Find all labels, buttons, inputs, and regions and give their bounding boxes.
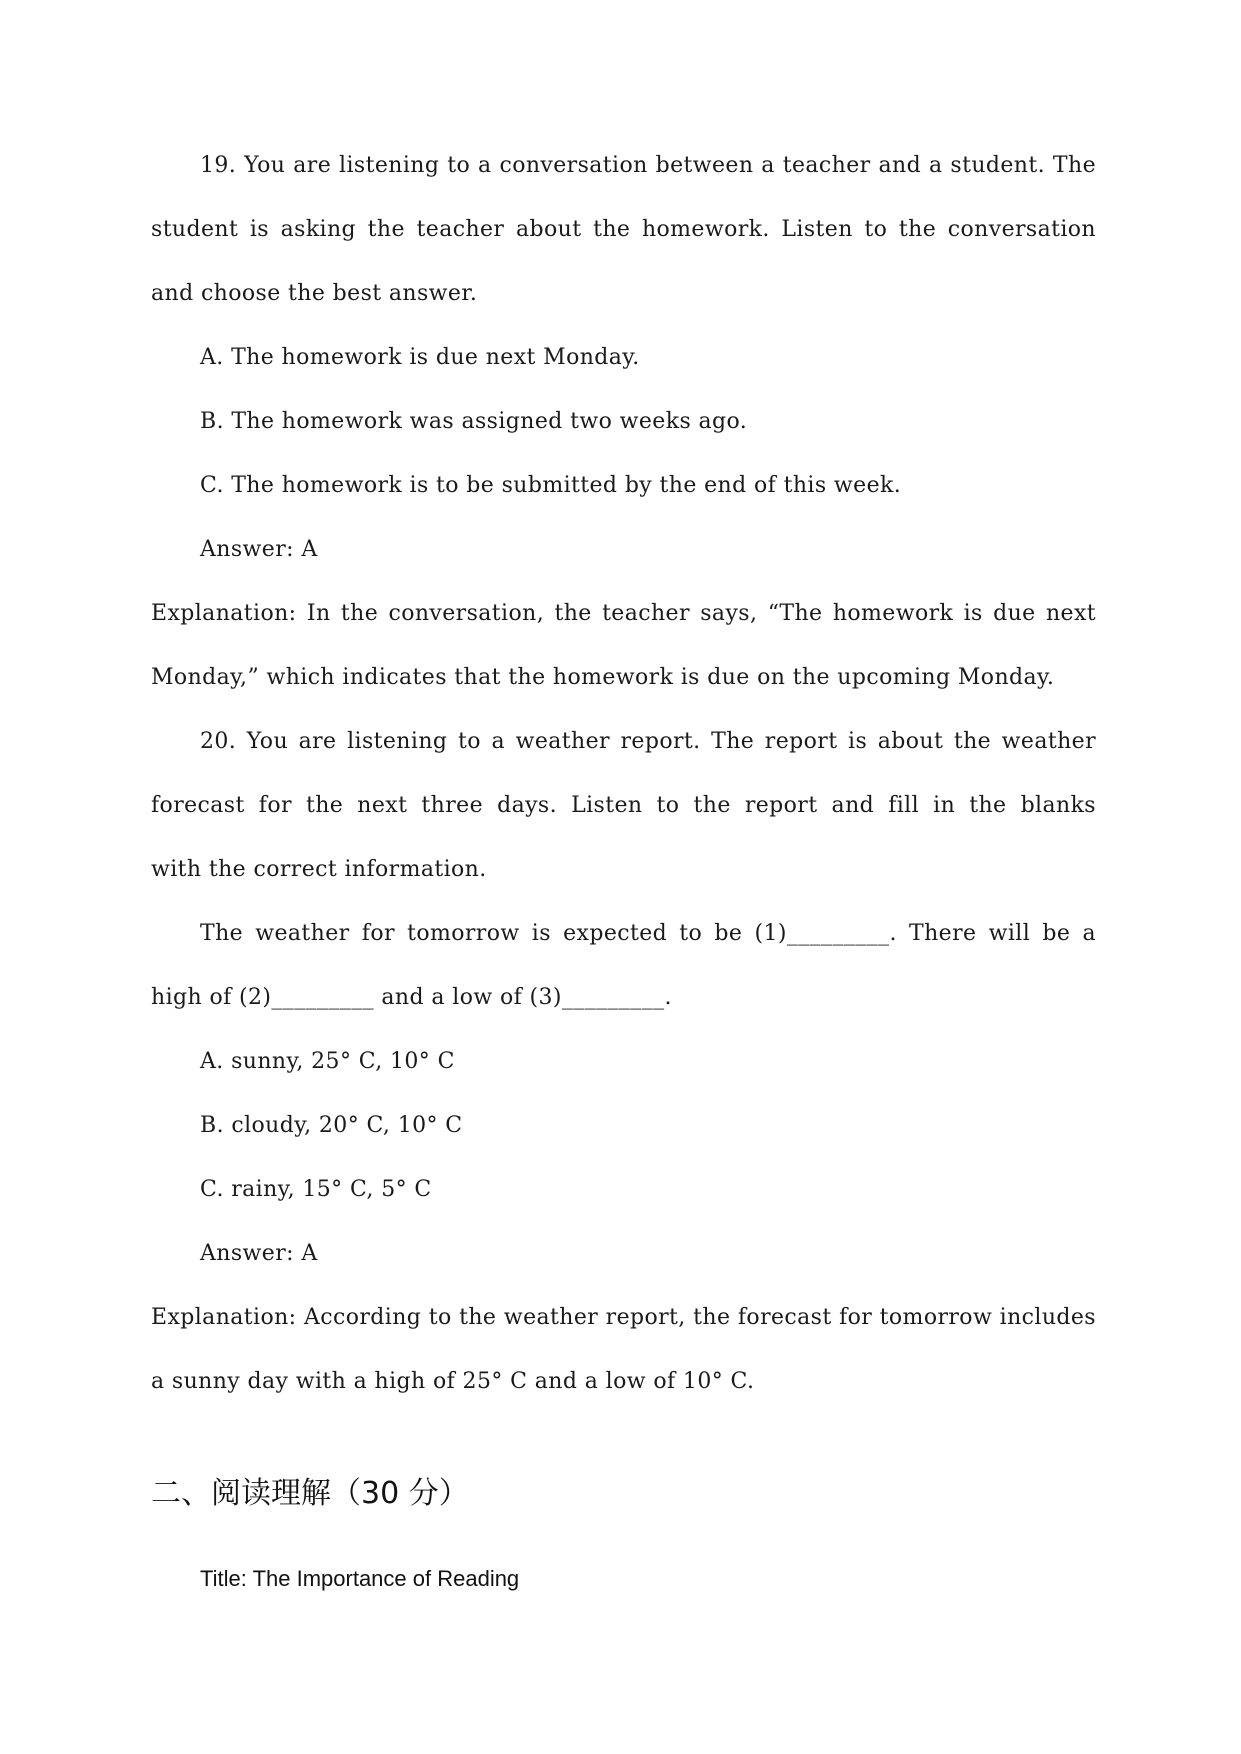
q19-prompt-line-2: student is asking the teacher about the homework. Listen to the conversation [151, 217, 1096, 242]
q19-option-a: A. The homework is due next Monday. [200, 345, 640, 370]
q20-answer: Answer: A [200, 1241, 318, 1266]
q20-prompt-line-1: 20. You are listening to a weather report. The report is about the weather [200, 729, 1096, 754]
q19-prompt-line-3: and choose the best answer. [151, 281, 478, 306]
section-heading: 二、阅读理解（30 分） [151, 1476, 469, 1511]
q19-explanation-line-2: Monday,” which indicates that the homework is due on the upcoming Monday. [151, 665, 1055, 690]
q20-explanation-line-2: a sunny day with a high of 25° C and a low of 10° C. [151, 1369, 755, 1394]
q20-option-c: C. rainy, 15° C, 5° C [200, 1177, 432, 1202]
q19-option-c: C. The homework is to be submitted by the end of this week. [200, 473, 902, 498]
q20-blank-line-2: high of (2)_________ and a low of (3)_________. [151, 985, 672, 1010]
q20-prompt-line-3: with the correct information. [151, 857, 487, 882]
q20-prompt-line-2: forecast for the next three days. Listen to the report and fill in the blanks [151, 793, 1096, 818]
passage-title: Title: The Importance of Reading [200, 1566, 520, 1591]
q20-explanation-line-1: Explanation: According to the weather report, the forecast for tomorrow includes [151, 1305, 1096, 1330]
q19-answer: Answer: A [200, 537, 318, 562]
q20-option-a: A. sunny, 25° C, 10° C [200, 1049, 455, 1074]
q20-option-b: B. cloudy, 20° C, 10° C [200, 1113, 463, 1138]
q19-explanation-line-1: Explanation: In the conversation, the teacher says, “The homework is due next [151, 601, 1096, 626]
q19-option-b: B. The homework was assigned two weeks ago. [200, 409, 748, 434]
q20-blank-line-1: The weather for tomorrow is expected to be (1)_________. There will be a [200, 921, 1096, 946]
q19-prompt-line-1: 19. You are listening to a conversation between a teacher and a student. The [200, 153, 1096, 178]
